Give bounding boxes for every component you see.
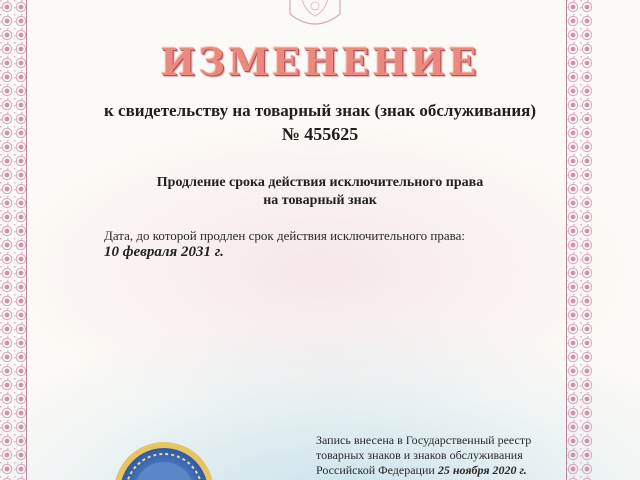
change-type-line1: Продление срока действия исключительного права xyxy=(156,175,484,190)
registry-line3 xyxy=(316,463,531,478)
extension-date-label: Дата, до которой продлен срок действия исключительного права: xyxy=(104,228,465,243)
certificate-number: № 455625 xyxy=(281,124,359,144)
certificate-subject: к свидетельству на товарный знак (знак обслуживания) xyxy=(104,101,536,120)
registry-note xyxy=(316,433,531,478)
official-seal xyxy=(112,440,216,480)
document-title: ИЗМЕНЕНИЕ xyxy=(160,40,480,84)
registry-line2: товарных знаков и знаков обслуживания xyxy=(316,448,523,462)
registry-line3-prefix: Российской Федерации xyxy=(316,463,435,477)
extension-date-value: 10 февраля 2031 г. xyxy=(104,244,224,260)
change-type-line2: на товарный знак xyxy=(263,193,377,208)
registry-line1: Запись внесена в Государственный реестр xyxy=(316,433,532,447)
coat-of-arms-emblem xyxy=(280,0,350,30)
registry-date: 25 ноября 2020 г. xyxy=(437,463,527,477)
